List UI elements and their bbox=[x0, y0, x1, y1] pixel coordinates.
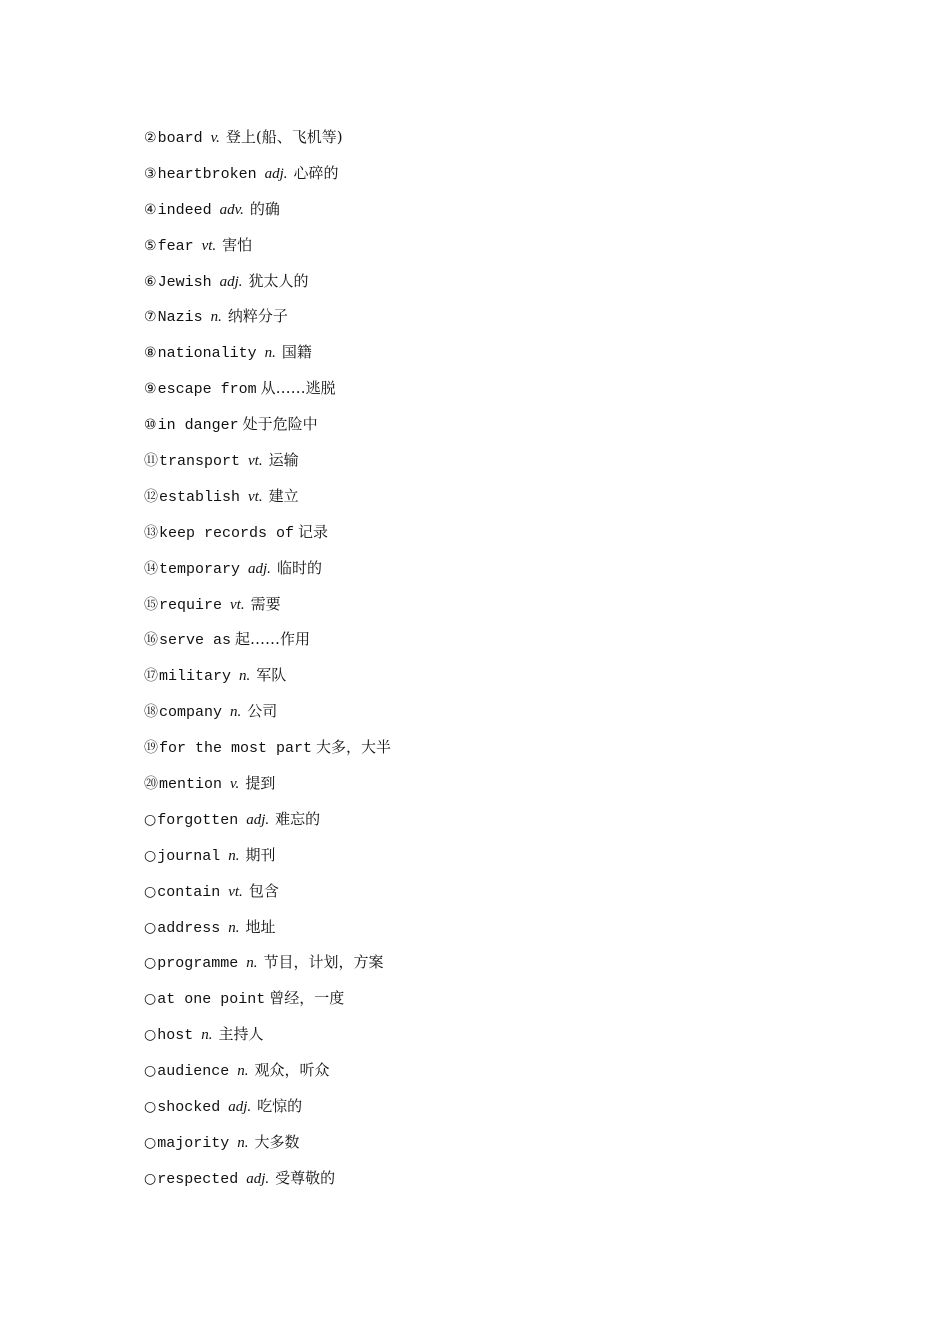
item-term: journal bbox=[157, 847, 221, 865]
item-meaning: 观众，听众 bbox=[254, 1061, 330, 1080]
item-meaning: 临时的 bbox=[276, 558, 322, 577]
item-pos: vt. bbox=[201, 237, 217, 254]
item-number: ⑰ bbox=[144, 668, 158, 685]
vocab-item bbox=[144, 268, 391, 304]
item-term: require bbox=[159, 596, 223, 614]
item-number: ⑳ bbox=[144, 776, 158, 793]
item-pos: n. bbox=[246, 955, 258, 972]
item-number: ○ bbox=[144, 955, 157, 972]
vocab-item bbox=[144, 1057, 391, 1093]
item-pos: adj. bbox=[248, 560, 271, 577]
item-meaning: 运输 bbox=[268, 451, 299, 470]
item-pos: adj. bbox=[264, 165, 288, 182]
item-pos: vt. bbox=[230, 596, 245, 613]
item-meaning: 大多，大半 bbox=[316, 738, 392, 757]
item-term: nationality bbox=[157, 345, 257, 363]
item-meaning: 建立 bbox=[268, 486, 299, 505]
item-meaning: 需要 bbox=[250, 594, 281, 613]
item-number: ○ bbox=[144, 1099, 157, 1116]
item-term: audience bbox=[157, 1063, 230, 1081]
vocab-item bbox=[144, 124, 391, 160]
item-meaning: 公司 bbox=[247, 702, 278, 721]
item-term: fear bbox=[157, 237, 194, 255]
item-term: transport bbox=[159, 453, 241, 471]
item-number: ⑧ bbox=[144, 345, 157, 362]
item-meaning: 害怕 bbox=[222, 235, 253, 254]
vocab-item bbox=[144, 1165, 391, 1201]
vocab-item bbox=[144, 555, 391, 591]
vocab-item bbox=[144, 1093, 391, 1129]
item-number: ⑮ bbox=[144, 596, 158, 613]
item-number: ⑩ bbox=[144, 417, 157, 434]
item-term: indeed bbox=[157, 201, 212, 219]
vocab-item bbox=[144, 411, 391, 447]
item-meaning: 主持人 bbox=[218, 1025, 264, 1044]
item-number: ○ bbox=[144, 1134, 157, 1151]
item-term: programme bbox=[157, 955, 239, 973]
item-meaning: 登上(船、飞机等) bbox=[225, 128, 343, 146]
item-term: company bbox=[159, 704, 223, 722]
vocab-item bbox=[144, 519, 391, 555]
item-term: heartbroken bbox=[157, 165, 257, 183]
item-pos: vt. bbox=[248, 488, 263, 505]
item-number: ⑦ bbox=[144, 309, 157, 326]
vocab-item bbox=[144, 447, 391, 483]
item-pos: adv. bbox=[219, 201, 244, 218]
vocab-item bbox=[144, 734, 391, 770]
item-meaning: 地址 bbox=[245, 917, 276, 936]
item-meaning: 记录 bbox=[298, 522, 329, 541]
vocab-item bbox=[144, 339, 391, 375]
item-term: Jewish bbox=[157, 273, 212, 291]
vocab-item bbox=[144, 483, 391, 519]
item-number: ○ bbox=[144, 883, 157, 900]
vocab-item bbox=[144, 1129, 391, 1165]
item-term: host bbox=[157, 1027, 194, 1045]
item-term: majority bbox=[157, 1134, 230, 1152]
vocab-item bbox=[144, 842, 391, 878]
item-meaning: 包含 bbox=[248, 881, 279, 900]
item-term: temporary bbox=[159, 560, 241, 578]
item-meaning: 曾经，一度 bbox=[269, 989, 345, 1008]
vocab-item bbox=[144, 662, 391, 698]
vocab-item bbox=[144, 985, 391, 1021]
item-term: board bbox=[157, 130, 203, 147]
item-meaning: 大多数 bbox=[254, 1132, 300, 1151]
item-number: ○ bbox=[144, 811, 157, 828]
item-term: military bbox=[159, 668, 232, 686]
item-term: respected bbox=[157, 1170, 239, 1188]
item-number: ○ bbox=[144, 1063, 157, 1080]
item-meaning: 节目，计划，方案 bbox=[263, 953, 384, 972]
item-meaning: 受尊敬的 bbox=[275, 1168, 336, 1187]
item-number: ② bbox=[144, 130, 157, 146]
item-pos: adj. bbox=[228, 1099, 252, 1116]
vocabulary-list bbox=[144, 124, 391, 1201]
item-term: escape from bbox=[157, 381, 257, 399]
item-number: ④ bbox=[144, 201, 157, 218]
item-pos: adj. bbox=[246, 811, 270, 828]
item-number: ⑱ bbox=[144, 704, 158, 721]
vocab-item bbox=[144, 806, 391, 842]
item-pos: n. bbox=[264, 345, 276, 362]
item-term: shocked bbox=[157, 1099, 221, 1117]
item-meaning: 犹太人的 bbox=[248, 271, 309, 290]
item-number: ⑥ bbox=[144, 273, 157, 290]
vocab-item bbox=[144, 626, 391, 662]
item-term: keep records of bbox=[159, 524, 295, 542]
item-meaning: 处于危险中 bbox=[242, 415, 318, 434]
item-number: ⑲ bbox=[144, 740, 158, 757]
item-number: ○ bbox=[144, 1170, 157, 1187]
item-term: for the most part bbox=[159, 740, 313, 758]
item-meaning: 心碎的 bbox=[293, 163, 339, 182]
item-term: contain bbox=[157, 883, 221, 901]
item-meaning: 提到 bbox=[245, 774, 276, 793]
item-meaning: 国籍 bbox=[281, 343, 312, 362]
vocab-item bbox=[144, 232, 391, 268]
vocab-item bbox=[144, 949, 391, 985]
vocab-item bbox=[144, 303, 391, 339]
vocab-item bbox=[144, 770, 391, 806]
item-term: Nazis bbox=[157, 309, 203, 327]
item-number: ⑨ bbox=[144, 381, 157, 398]
item-pos: v. bbox=[210, 130, 220, 146]
vocab-item bbox=[144, 1021, 391, 1057]
item-term: address bbox=[157, 919, 221, 937]
item-number: ○ bbox=[144, 1027, 157, 1044]
vocab-item bbox=[144, 698, 391, 734]
item-number: ○ bbox=[144, 847, 157, 864]
vocab-item bbox=[144, 160, 391, 196]
item-number: ⑬ bbox=[144, 524, 158, 541]
vocab-item bbox=[144, 591, 391, 627]
item-pos: adj. bbox=[246, 1170, 270, 1187]
item-term: establish bbox=[159, 488, 241, 506]
item-term: serve as bbox=[159, 632, 232, 650]
item-pos: n. bbox=[239, 668, 251, 685]
item-number: ⑭ bbox=[144, 560, 158, 577]
item-pos: n. bbox=[201, 1027, 213, 1044]
vocab-item bbox=[144, 914, 391, 950]
item-pos: n. bbox=[228, 919, 240, 936]
item-term: at one point bbox=[157, 991, 266, 1009]
item-number: ③ bbox=[144, 165, 157, 182]
item-number: ○ bbox=[144, 991, 157, 1008]
item-meaning: 起……作用 bbox=[235, 630, 311, 649]
item-pos: n. bbox=[228, 847, 240, 864]
item-pos: v. bbox=[230, 776, 240, 793]
item-meaning: 纳粹分子 bbox=[227, 307, 288, 326]
vocab-item bbox=[144, 196, 391, 232]
item-number: ⑤ bbox=[144, 237, 157, 254]
item-meaning: 吃惊的 bbox=[257, 1097, 303, 1116]
item-number: ⑫ bbox=[144, 488, 158, 505]
item-term: forgotten bbox=[157, 811, 239, 829]
vocab-item bbox=[144, 375, 391, 411]
item-number: ○ bbox=[144, 919, 157, 936]
item-meaning: 军队 bbox=[256, 666, 287, 685]
item-pos: adj. bbox=[219, 273, 243, 290]
item-term: in danger bbox=[157, 417, 239, 435]
item-pos: n. bbox=[237, 1134, 249, 1151]
item-pos: vt. bbox=[228, 883, 243, 900]
item-pos: n. bbox=[237, 1063, 249, 1080]
item-meaning: 的确 bbox=[249, 199, 280, 218]
item-pos: vt. bbox=[248, 453, 263, 470]
item-pos: n. bbox=[210, 309, 222, 326]
item-term: mention bbox=[159, 776, 223, 794]
item-number: ⑯ bbox=[144, 632, 158, 649]
item-pos: n. bbox=[230, 704, 242, 721]
vocab-item bbox=[144, 878, 391, 914]
item-meaning: 从……逃脱 bbox=[260, 379, 336, 398]
item-number: ⑪ bbox=[144, 453, 158, 470]
item-meaning: 难忘的 bbox=[275, 809, 321, 828]
item-meaning: 期刊 bbox=[245, 845, 276, 864]
